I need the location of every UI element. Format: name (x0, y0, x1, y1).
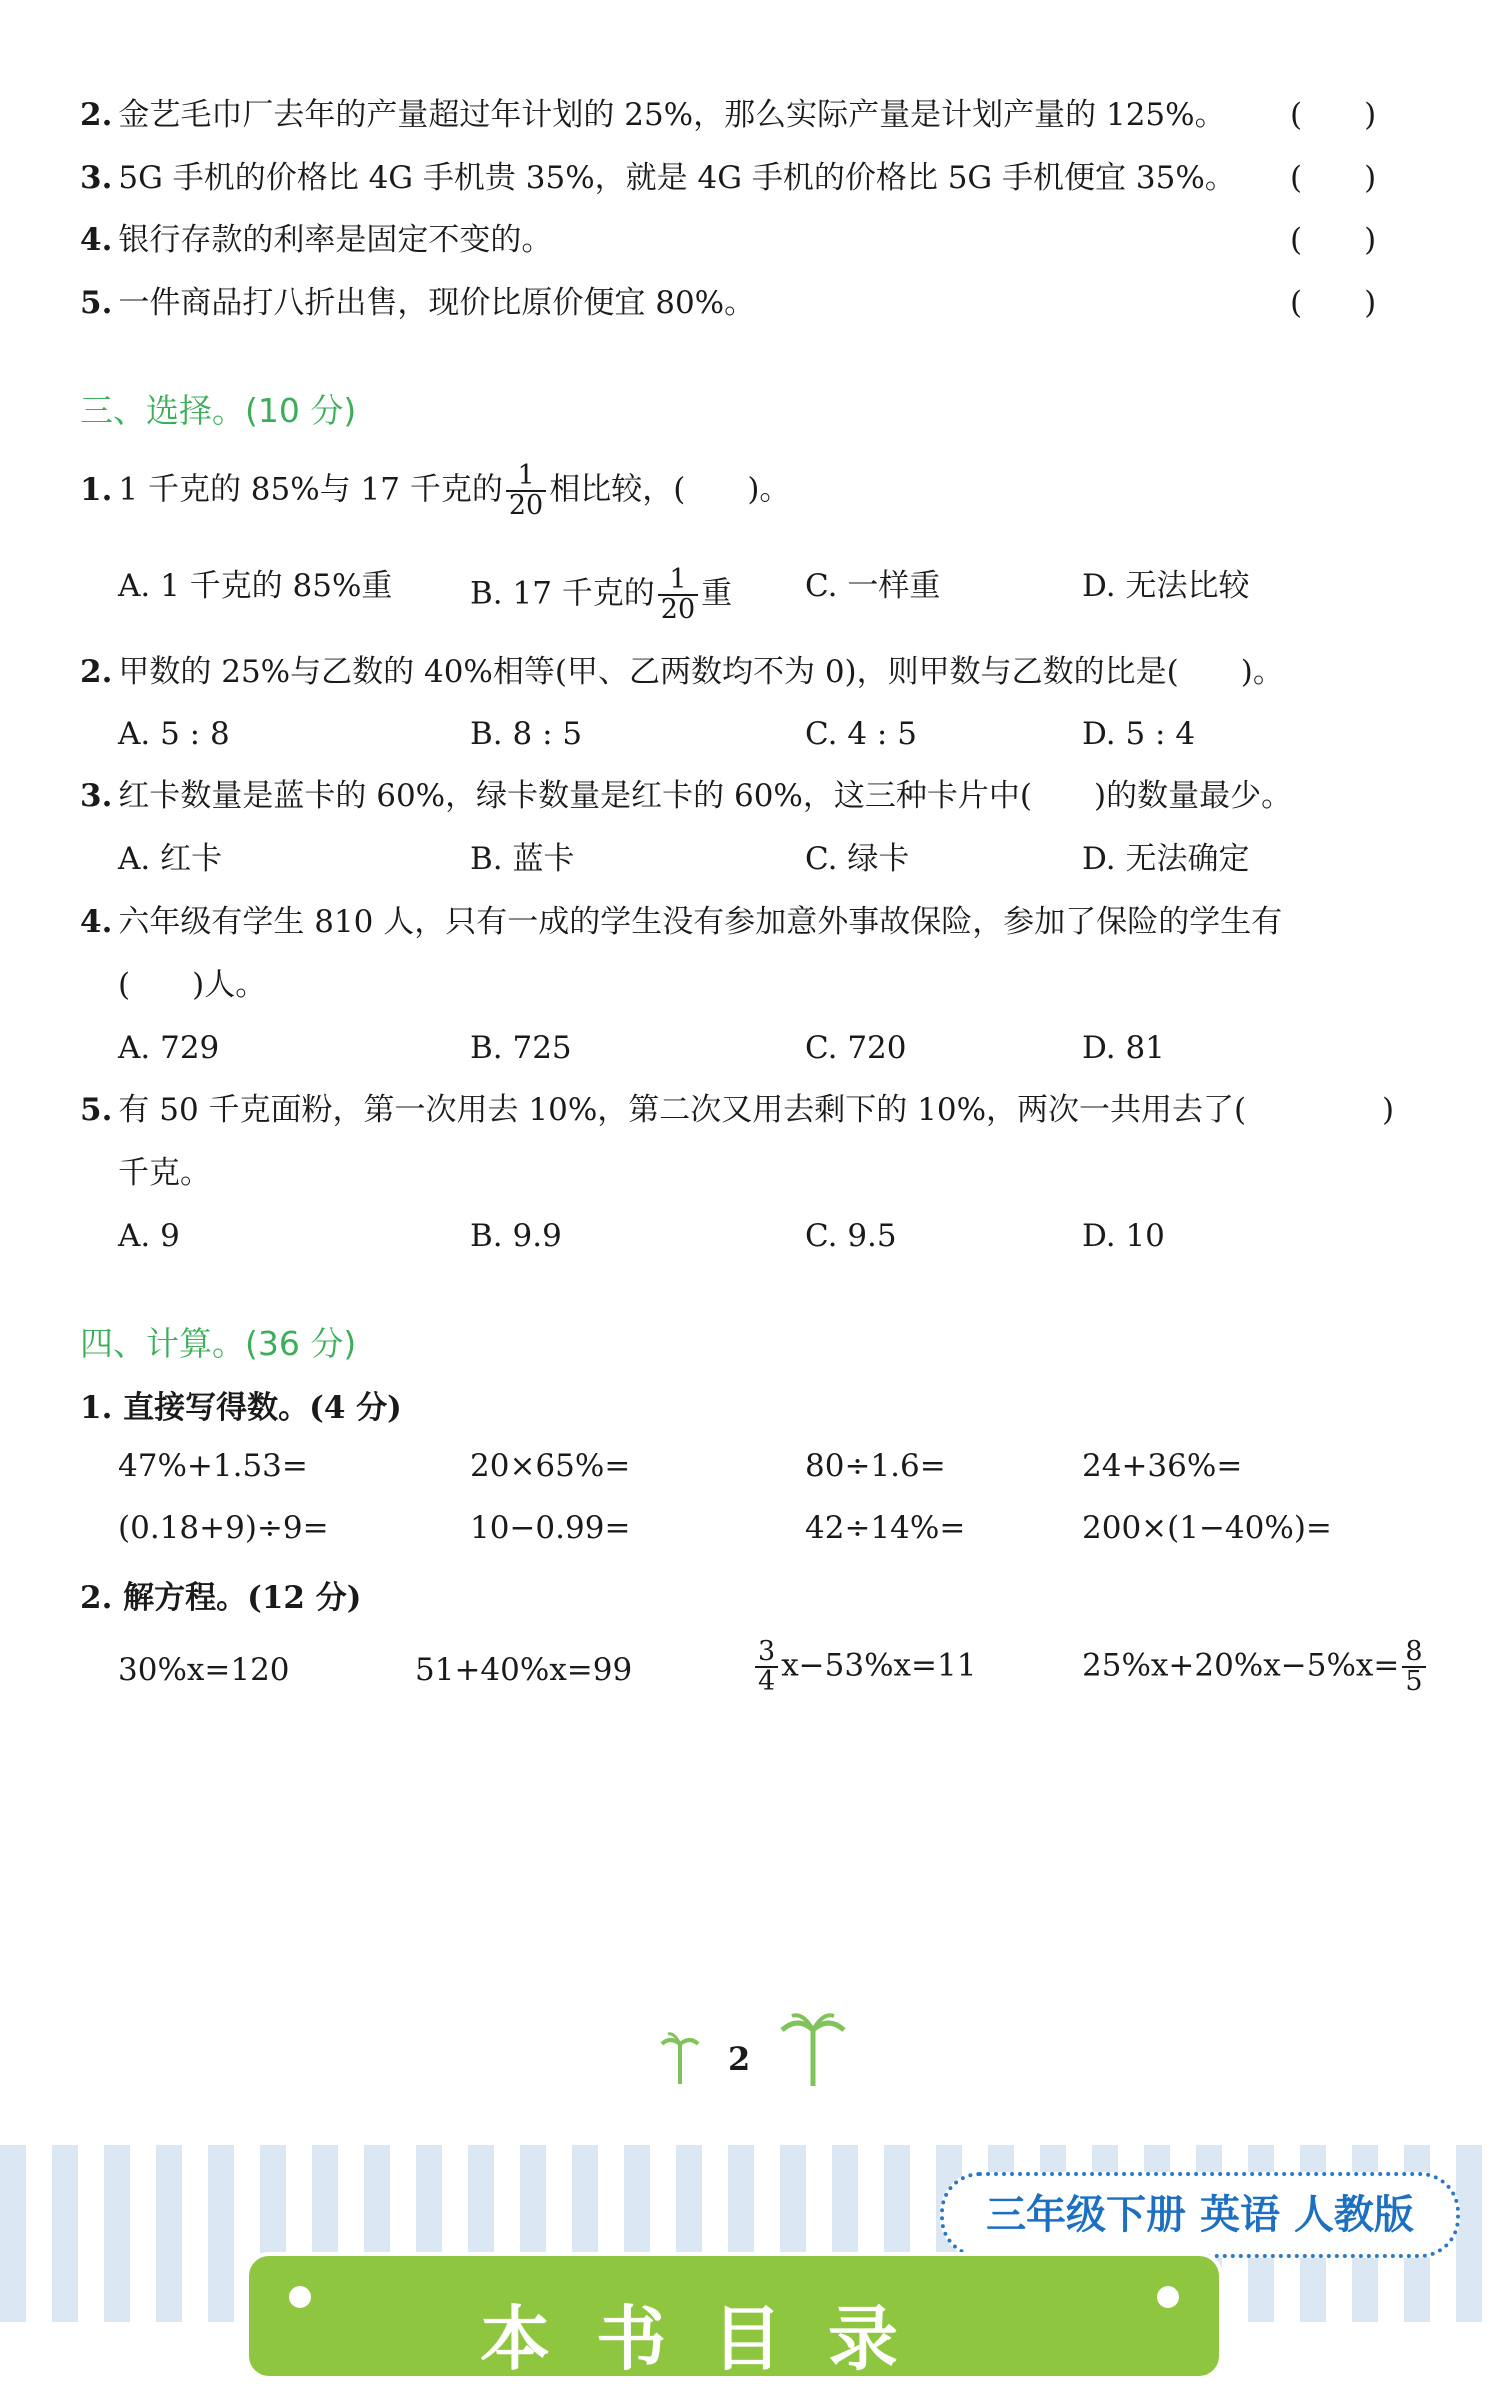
equation-4: 25%x+20%x−5%x= $\frac{8}{5}$ (1082, 1638, 1429, 1696)
subsection-direct: 1. 直接写得数。(4 分) (80, 1390, 402, 1426)
answer-paren: ( ) (1290, 97, 1377, 133)
calc-item: 200×(1−40%)= (1082, 1510, 1332, 1546)
judge-item-3: 3. 5G 手机的价格比 4G 手机贵 35%，就是 4G 手机的价格比 5G 手机便宜 35%。 (80, 160, 1236, 196)
option-b: B. 725 (470, 1030, 572, 1066)
choice-question-2: 2. 甲数的 25%与乙数的 40%相等(甲、乙两数均不为 0)，则甲数与乙数的比是( )。 (80, 654, 1284, 690)
palm-tree-icon (778, 2012, 848, 2088)
option-a: A. 红卡 (118, 841, 223, 877)
palm-tree-icon (660, 2030, 700, 2086)
dot-decoration (1157, 2286, 1179, 2308)
equation-1: 30%x=120 (118, 1652, 290, 1688)
option-d: D. 无法比较 (1082, 568, 1250, 604)
fraction: $\frac{1}{20}$ (506, 462, 546, 520)
option-a: A. 5 : 8 (118, 716, 230, 752)
section-header-text: 本书目录 (480, 2298, 944, 2380)
equation-3: $\frac{3}{4}$ x−53%x=11 (752, 1638, 976, 1696)
page-number: 2 (728, 2040, 751, 2078)
judge-item-2: 2. 金艺毛巾厂去年的产量超过年计划的 25%，那么实际产量是计划产量的 125%。 (80, 97, 1226, 133)
option-d: D. 10 (1082, 1218, 1165, 1254)
answer-paren: ( ) (1290, 285, 1377, 321)
dot-decoration (289, 2286, 311, 2308)
option-b: B. 8 : 5 (470, 716, 583, 752)
equation-2: 51+40%x=99 (415, 1652, 633, 1688)
calc-item: 42÷14%= (805, 1510, 966, 1546)
option-d: D. 81 (1082, 1030, 1165, 1066)
option-d: D. 无法确定 (1082, 841, 1250, 877)
option-b: B. 蓝卡 (470, 841, 575, 877)
calc-item: 10−0.99= (470, 1510, 631, 1546)
choice-question-5: 5. 有 50 千克面粉，第一次用去 10%，第二次又用去剩下的 10%，两次一共用去了( (80, 1092, 1247, 1128)
choice-question-1: 1. 1 千克的 85%与 17 千克的 $\frac{1}{20}$ 相比较，( )。 (80, 460, 791, 521)
choice-question-5-cont: 千克。 (118, 1155, 211, 1191)
fraction: $\frac{1}{20}$ (658, 566, 698, 624)
option-d: D. 5 : 4 (1082, 716, 1196, 752)
choice-question-4-cont: ( )人。 (118, 967, 267, 1003)
option-b: B. 17 千克的 $\frac{1}{20}$ 重 (470, 564, 733, 625)
option-c: C. 一样重 (805, 568, 941, 604)
choice-question-3: 3. 红卡数量是蓝卡的 60%，绿卡数量是红卡的 60%，这三种卡片中( )的数量最少。 (80, 778, 1293, 814)
subsection-equation: 2. 解方程。(12 分) (80, 1580, 362, 1616)
option-c: C. 9.5 (805, 1218, 897, 1254)
calc-item: 80÷1.6= (805, 1448, 946, 1484)
option-c: C. 绿卡 (805, 841, 910, 877)
section-title-calc: 四、计算。(36 分) (80, 1324, 357, 1363)
calc-item: 24+36%= (1082, 1448, 1243, 1484)
calc-item: 20×65%= (470, 1448, 631, 1484)
fraction: $\frac{8}{5}$ (1402, 1638, 1425, 1696)
option-a: A. 729 (118, 1030, 220, 1066)
section-title-choice: 三、选择。(10 分) (80, 391, 357, 430)
option-b: B. 9.9 (470, 1218, 562, 1254)
option-a: A. 1 千克的 85%重 (118, 568, 393, 604)
choice-question-4: 4. 六年级有学生 810 人，只有一成的学生没有参加意外事故保险，参加了保险的学生有 (80, 904, 1283, 940)
judge-item-5: 5. 一件商品打八折出售，现价比原价便宜 80%。 (80, 285, 756, 321)
judge-item-4: 4. 银行存款的利率是固定不变的。 (80, 222, 553, 258)
grade-badge: 三年级下册 英语 人教版 (940, 2172, 1460, 2258)
answer-paren: ( ) (1290, 160, 1377, 196)
calc-item: 47%+1.53= (118, 1448, 308, 1484)
calc-item: (0.18+9)÷9= (118, 1510, 329, 1546)
option-a: A. 9 (118, 1218, 180, 1254)
fraction: $\frac{3}{4}$ (755, 1638, 778, 1696)
option-c: C. 4 : 5 (805, 716, 917, 752)
answer-paren: ( ) (1290, 222, 1377, 258)
option-c: C. 720 (805, 1030, 907, 1066)
answer-paren-close: ) (1382, 1092, 1395, 1128)
